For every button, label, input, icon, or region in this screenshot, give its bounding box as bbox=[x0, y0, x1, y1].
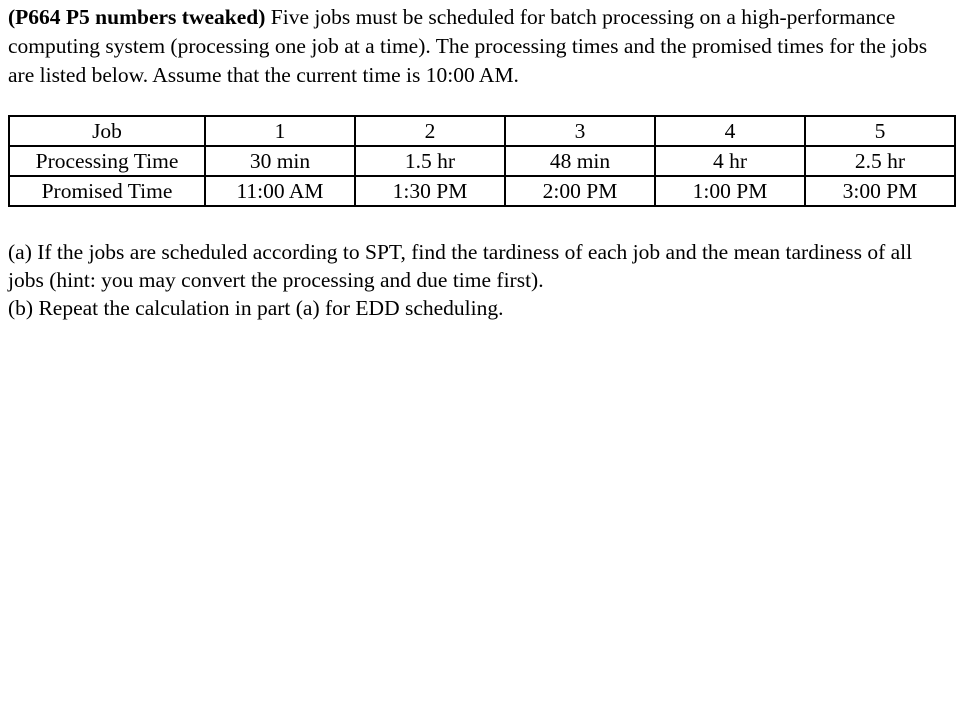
table-cell: 3:00 PM bbox=[805, 176, 955, 206]
table-cell: 1.5 hr bbox=[355, 146, 505, 176]
jobs-table bbox=[8, 115, 956, 207]
question-a: (a) If the jobs are scheduled according to SPT, find the tardiness of each job and the mean tardiness of all jobs (hint: you may convert the processing and due time first). bbox=[8, 240, 913, 292]
table-header-cell: 2 bbox=[355, 116, 505, 146]
table-cell: 48 min bbox=[505, 146, 655, 176]
table-header-cell: 4 bbox=[655, 116, 805, 146]
table-header-row bbox=[9, 116, 955, 146]
table-row-processing-time bbox=[9, 146, 955, 176]
table-row-promised-time bbox=[9, 176, 955, 206]
problem-text: Five jobs must be scheduled for batch processing on a high-performance computing system (processing one job at a time). The processing times and the promised times for the jobs are listed below. Assume that the current time is 10:00 AM. bbox=[8, 5, 928, 87]
table-header-cell: 3 bbox=[505, 116, 655, 146]
table-header-cell: Job bbox=[9, 116, 205, 146]
problem-title: (P664 P5 numbers tweaked) bbox=[8, 5, 266, 29]
table-cell: 2:00 PM bbox=[505, 176, 655, 206]
table-cell: 4 hr bbox=[655, 146, 805, 176]
table-cell: 1:00 PM bbox=[655, 176, 805, 206]
table-cell: 2.5 hr bbox=[805, 146, 955, 176]
table-header-cell: 5 bbox=[805, 116, 955, 146]
table-header-cell: 1 bbox=[205, 116, 355, 146]
table-cell: 11:00 AM bbox=[205, 176, 355, 206]
table-cell: 30 min bbox=[205, 146, 355, 176]
question-b: (b) Repeat the calculation in part (a) for EDD scheduling. bbox=[8, 296, 504, 320]
questions-block bbox=[8, 238, 948, 322]
table-cell: 1:30 PM bbox=[355, 176, 505, 206]
table-row-label: Promised Time bbox=[9, 176, 205, 206]
problem-statement bbox=[8, 3, 948, 90]
table-row-label: Processing Time bbox=[9, 146, 205, 176]
